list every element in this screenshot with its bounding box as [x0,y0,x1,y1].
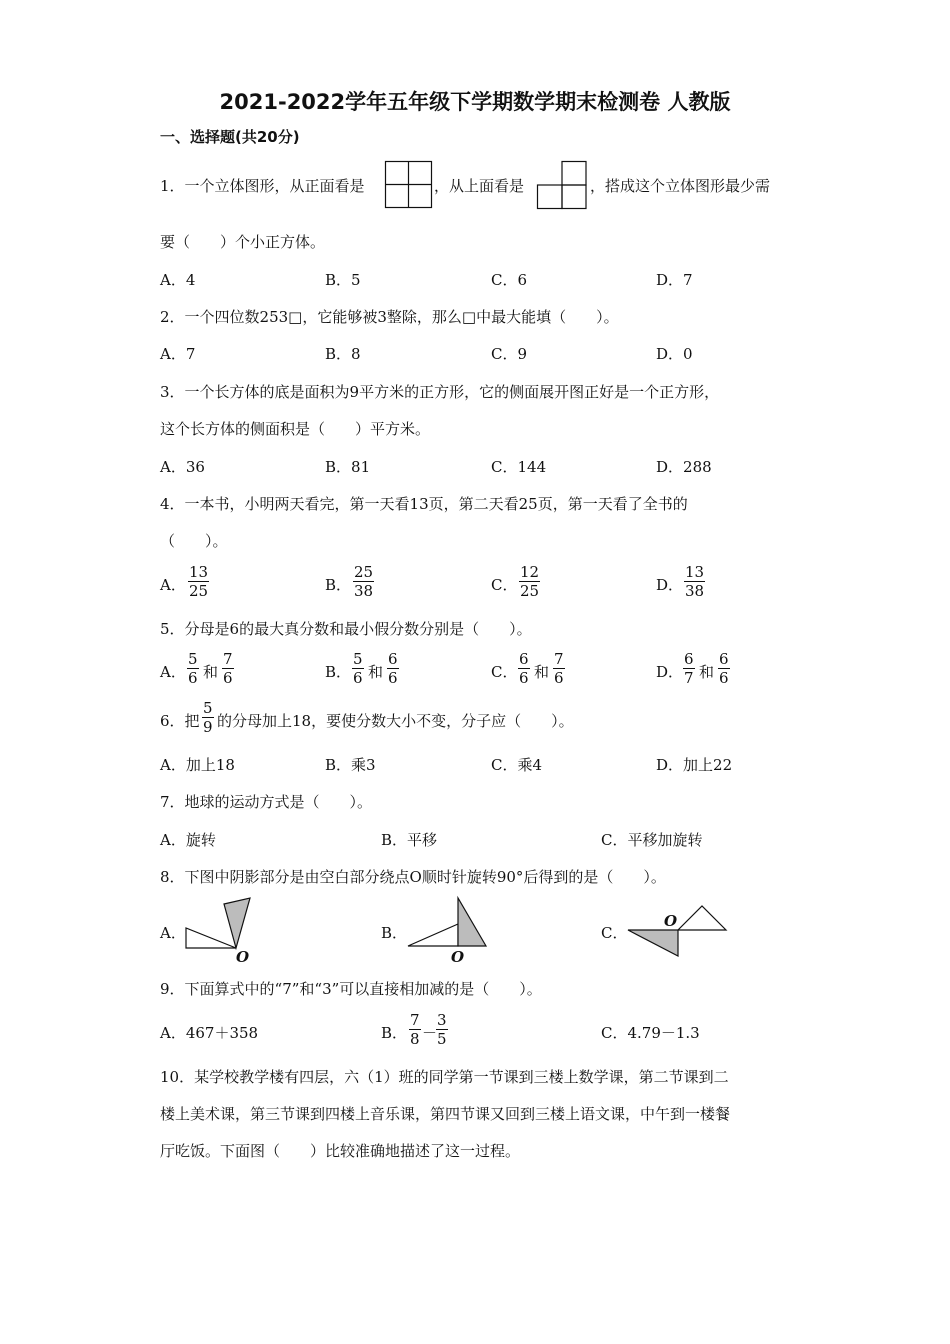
q5-option-a-fraction-1 [187,650,199,687]
q10-text-line3: 厅吃饭。下面图（ ）比较准确地描述了这一过程。 [160,1142,521,1160]
q3-text-line2: 这个长方体的侧面积是（ ）平方米。 [160,420,431,438]
q5-option-d-fraction-1 [683,650,695,687]
q1-option-a[interactable]: A．4 [160,271,196,289]
q7-text: 7．地球的运动方式是（ ）。 [160,793,373,811]
numerator: 3 [437,1011,447,1029]
q5-option-b-label[interactable]: B． [325,663,352,681]
numerator: 5 [203,699,213,717]
q9-option-a[interactable]: A．467＋358 [160,1024,259,1042]
q7-option-a[interactable]: A．旋转 [160,831,216,849]
q3-text-line1: 3．一个长方体的底是面积为9平方米的正方形，它的侧面展开图正好是一个正方形， [160,383,720,401]
q2-option-c[interactable]: C．9 [491,345,528,363]
numerator: 12 [520,563,540,581]
q2-option-d[interactable]: D．0 [656,345,693,363]
denominator: 8 [410,1030,420,1048]
denominator: 6 [223,669,233,687]
q6-option-b[interactable]: B．乘3 [325,756,376,774]
q4-option-a-fraction[interactable] [188,563,209,600]
numerator: 25 [354,563,374,581]
q5-option-c-and: 和 [534,663,550,681]
q6-option-c[interactable]: C．乘4 [491,756,543,774]
q4-option-d-label[interactable]: D． [656,576,684,594]
q1-option-d[interactable]: D．7 [656,271,693,289]
numerator: 7 [223,650,233,668]
q3-option-d[interactable]: D．288 [656,458,712,476]
q9-option-b-fraction-1 [409,1011,421,1048]
q5-option-b-and: 和 [368,663,384,681]
q8-text: 8．下图中阴影部分是由空白部分绕点O顺时针旋转90°后得到的是（ ）。 [160,868,666,886]
q5-option-b-fraction-1 [352,650,364,687]
denominator: 6 [188,669,198,687]
q5-option-a-and: 和 [203,663,219,681]
q9-option-b-minus: － [422,1024,438,1042]
q1-option-c[interactable]: C．6 [491,271,528,289]
q5-option-c-fraction-2 [553,650,565,687]
q10-text-line1: 10．某学校教学楼有四层，六（1）班的同学第一节课到三楼上数学课，第二节课到二 [160,1068,729,1086]
denominator: 25 [520,582,540,600]
q1-text-part3: ，搭成这个立体图形最少需 [590,177,771,195]
q10-text-line2: 楼上美术课，第三节课到四楼上音乐课，第四节课又回到三楼上语文课，中午到一楼餐 [160,1105,731,1123]
q4-option-a-label[interactable]: A． [160,576,186,594]
denominator: 7 [684,669,694,687]
q5-option-a-fraction-2 [222,650,234,687]
numerator: 13 [189,563,209,581]
q4-option-d-fraction[interactable] [684,563,705,600]
top-view-figure [537,161,587,209]
numerator: 6 [719,650,729,668]
denominator: 5 [437,1030,447,1048]
q8-option-c-label[interactable]: C． [601,924,628,942]
q8-option-b-point-o: O [451,948,465,966]
q2-option-a[interactable]: A．7 [160,345,196,363]
numerator: 6 [519,650,529,668]
q6-option-a[interactable]: A．加上18 [160,756,235,774]
numerator: 5 [353,650,363,668]
q8-option-c-point-o: O [664,912,678,930]
q4-option-b-label[interactable]: B． [325,576,352,594]
q1-text-part1: 1．一个立体图形，从正面看是 [160,177,365,195]
q4-option-b-fraction[interactable] [353,563,374,600]
section-heading: 一、选择题(共20分) [160,128,300,146]
q1-text-part4: 要（ ）个小正方体。 [160,233,326,251]
q5-option-d-fraction-2 [718,650,730,687]
denominator: 6 [353,669,363,687]
numerator: 6 [684,650,694,668]
q9-text: 9．下面算式中的“7”和“3”可以直接相加减的是（ ）。 [160,980,542,998]
q6-option-d[interactable]: D．加上22 [656,756,733,774]
q9-option-c[interactable]: C．4.79－1.3 [601,1024,700,1042]
denominator: 6 [554,669,564,687]
q5-option-c-fraction-1 [518,650,530,687]
q3-option-c[interactable]: C．144 [491,458,547,476]
q8-option-b-label[interactable]: B． [381,924,408,942]
numerator: 13 [685,563,705,581]
page-title: 2021-2022学年五年级下学期数学期末检测卷 人教版 [219,90,731,114]
q5-text: 5．分母是6的最大真分数和最小假分数分别是（ ）。 [160,620,532,638]
denominator: 6 [519,669,529,687]
denominator: 6 [719,669,729,687]
q9-option-b-label[interactable]: B． [381,1024,408,1042]
q7-option-c[interactable]: C．平移加旋转 [601,831,703,849]
q8-option-a-label[interactable]: A． [160,924,186,942]
q4-text-line1: 4．一本书，小明两天看完，第一天看13页，第二天看25页，第一天看了全书的 [160,495,688,513]
denominator: 9 [203,718,213,736]
q8-option-a-point-o: O [236,948,250,966]
q4-text-line2: （ ）。 [160,532,228,550]
q2-text: 2．一个四位数253□，它能够被3整除，那么□中最大能填（ ）。 [160,308,619,326]
q9-option-b-fraction-2 [436,1011,448,1048]
q2-option-b[interactable]: B．8 [325,345,361,363]
q8-option-c-figure[interactable] [626,904,732,960]
q8-option-b-figure[interactable] [406,896,490,952]
denominator: 25 [189,582,209,600]
q4-option-c-label[interactable]: C． [491,576,518,594]
denominator: 6 [388,669,398,687]
q5-option-c-label[interactable]: C． [491,663,518,681]
q6-fraction [202,699,214,736]
q5-option-b-fraction-2 [387,650,399,687]
q5-option-a-label[interactable]: A． [160,663,186,681]
q1-option-b[interactable]: B．5 [325,271,361,289]
numerator: 6 [388,650,398,668]
q5-option-d-and: 和 [699,663,715,681]
denominator: 38 [685,582,705,600]
denominator: 38 [354,582,374,600]
q1-text-part2: ，从上面看是 [434,177,525,195]
q5-option-d-label[interactable]: D． [656,663,684,681]
q4-option-c-fraction[interactable] [519,563,540,600]
q3-option-a[interactable]: A．36 [160,458,205,476]
numerator: 5 [188,650,198,668]
numerator: 7 [410,1011,420,1029]
q7-option-b[interactable]: B．平移 [381,831,438,849]
q6-text-prefix: 6．把 [160,712,200,730]
front-view-figure [385,161,432,208]
q3-option-b[interactable]: B．81 [325,458,371,476]
q6-text-suffix: 的分母加上18，要使分数大小不变，分子应（ ）。 [217,712,574,730]
numerator: 7 [554,650,564,668]
